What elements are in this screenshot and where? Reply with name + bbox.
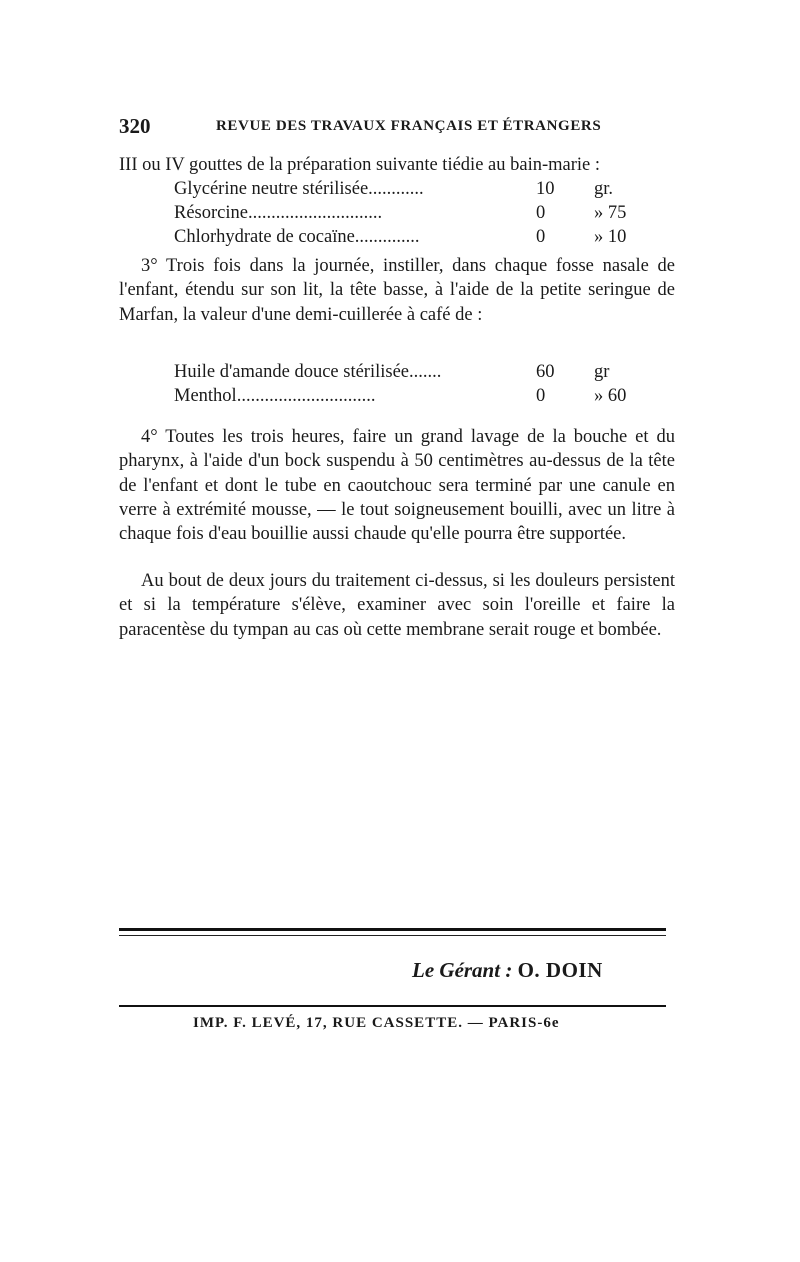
ingredient-name: Résorcine............................. <box>174 203 383 223</box>
ingredient-unit: » 75 <box>594 203 627 223</box>
printer-imprint: IMP. F. LEVÉ, 17, RUE CASSETTE. — PARIS-6e <box>193 1015 560 1031</box>
intro-line-block <box>119 153 675 177</box>
divider-thin <box>119 935 666 936</box>
paragraph-4: 4° Toutes les trois heures, faire un grand lavage de la bouche et du pharynx, à l'aide d'un bock suspendu à 50 centimètres au-dessus de la tête de l'enfant et dont le tube en caoutchouc sera terminé par une canule en verre à extrémité mousse, — le tout soigneusement bouilli, avec un litre à chaque fois d'eau bouillie aussi chaude qu'elle pourra être supportée. <box>119 427 675 545</box>
gerant-name: O. DOIN <box>517 958 603 982</box>
paragraph-5-block <box>119 569 675 642</box>
paragraph-3-block <box>119 254 675 327</box>
ingredient-qty: 0 <box>536 227 546 247</box>
page-header <box>119 114 619 144</box>
recipe-list-2 <box>174 360 627 408</box>
ingredient-name: Menthol.............................. <box>174 386 376 406</box>
divider-thick <box>119 928 666 931</box>
intro-line: III ou IV gouttes de la préparation suivante tiédie au bain-marie : <box>119 155 600 175</box>
recipe-list-1 <box>174 177 627 249</box>
paragraph-3: 3° Trois fois dans la journée, instiller, dans chaque fosse nasale de l'enfant, étendu sur son lit, la tête basse, à l'aide de la petite seringue de Marfan, la valeur d'une demi-cuillerée à café de : <box>119 256 675 325</box>
ingredient-name: Huile d'amande douce stérilisée....... <box>174 362 442 382</box>
recipe-row <box>174 384 627 408</box>
recipe-row <box>174 360 624 384</box>
ingredient-qty: 0 <box>536 386 546 406</box>
ingredient-qty: 10 <box>536 179 555 199</box>
running-title: REVUE DES TRAVAUX FRANÇAIS ET ÉTRANGERS <box>216 118 602 134</box>
recipe-row <box>174 201 627 225</box>
ingredient-unit: » 10 <box>594 227 627 247</box>
recipe-row <box>174 177 624 201</box>
ingredient-qty: 60 <box>536 362 555 382</box>
ingredient-unit: » 60 <box>594 386 627 406</box>
ingredient-name: Chlorhydrate de cocaïne.............. <box>174 227 420 247</box>
ingredient-name: Glycérine neutre stérilisée............ <box>174 179 424 199</box>
divider-bottom <box>119 1005 666 1007</box>
paragraph-5: Au bout de deux jours du traitement ci-dessus, si les douleurs persistent et si la température s'élève, examiner avec soin l'oreille et faire la paracentèse du tympan au cas où cette membrane serait rouge et bombée. <box>119 571 675 640</box>
recipe-row <box>174 225 627 249</box>
paragraph-4-block <box>119 425 675 546</box>
ingredient-unit: gr. <box>594 179 614 199</box>
ingredient-qty: 0 <box>536 203 546 223</box>
gerant-signature <box>412 958 603 983</box>
ingredient-unit: gr <box>594 362 610 382</box>
page-number: 320 <box>119 114 151 138</box>
gerant-label: Le Gérant : <box>412 958 513 982</box>
